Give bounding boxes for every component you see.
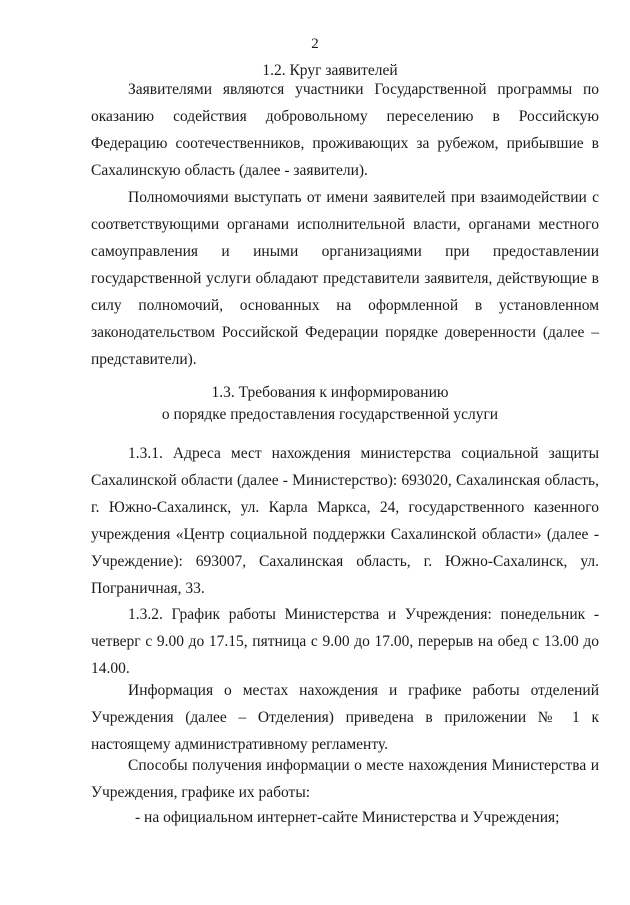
paragraph-applicants: Заявителями являются участники Государственной программы по оказанию содействия добровольному переселению в Российскую Федерацию соотечественников, проживающих за рубежом, прибывшие в Сахалинскую область (далее - заявители). — [91, 81, 599, 179]
page-number: 2 — [311, 36, 319, 52]
section-1-2-heading: 1.2. Круг заявителей — [262, 62, 398, 79]
section-1-3-heading-line2: о порядке предоставления государственной услуги — [161, 406, 499, 423]
paragraph-branches-info: Информация о местах нахождения и графике работы отделений Учреждения (далее – Отделения) приведена в приложении № 1 к настоящему административному регламенту. — [91, 682, 599, 753]
list-item-website: - на официальном интернет-сайте Министерства и Учреждения; — [135, 809, 560, 826]
paragraph-info-methods: Способы получения информации о месте нахождения Министерства и Учреждения, графике их работы: — [91, 757, 599, 801]
section-1-3-heading-line1: 1.3. Требования к информированию — [211, 384, 449, 401]
paragraph-representatives: Полномочиями выступать от имени заявителей при взаимодействии с соответствующими органами исполнительной власти, органами местного самоуправления и иными организациями при предоставлении государственной услуги обладают представители заявителя, действующие в силу полномочий, основанных на оформленной в установленном законодательством Российской Федерации порядке доверенности (далее – представители). — [91, 189, 599, 368]
paragraph-schedule: 1.3.2. График работы Министерства и Учреждения: понедельник - четверг с 9.00 до 17.15, пятница с 9.00 до 17.00, перерыв на обед с 13.00 до 14.00. — [91, 606, 599, 677]
paragraph-addresses: 1.3.1. Адреса мест нахождения министерства социальной защиты Сахалинской области (далее - Министерство): 693020, Сахалинская область, г. Южно-Сахалинск, ул. Карла Маркса, 24, государственного казенного учреждения «Центр социальной поддержки Сахалинской области» (далее - Учреждение): 693007, Сахалинская область, г. Южно-Сахалинск, ул. Пограничная, 33. — [91, 445, 599, 597]
